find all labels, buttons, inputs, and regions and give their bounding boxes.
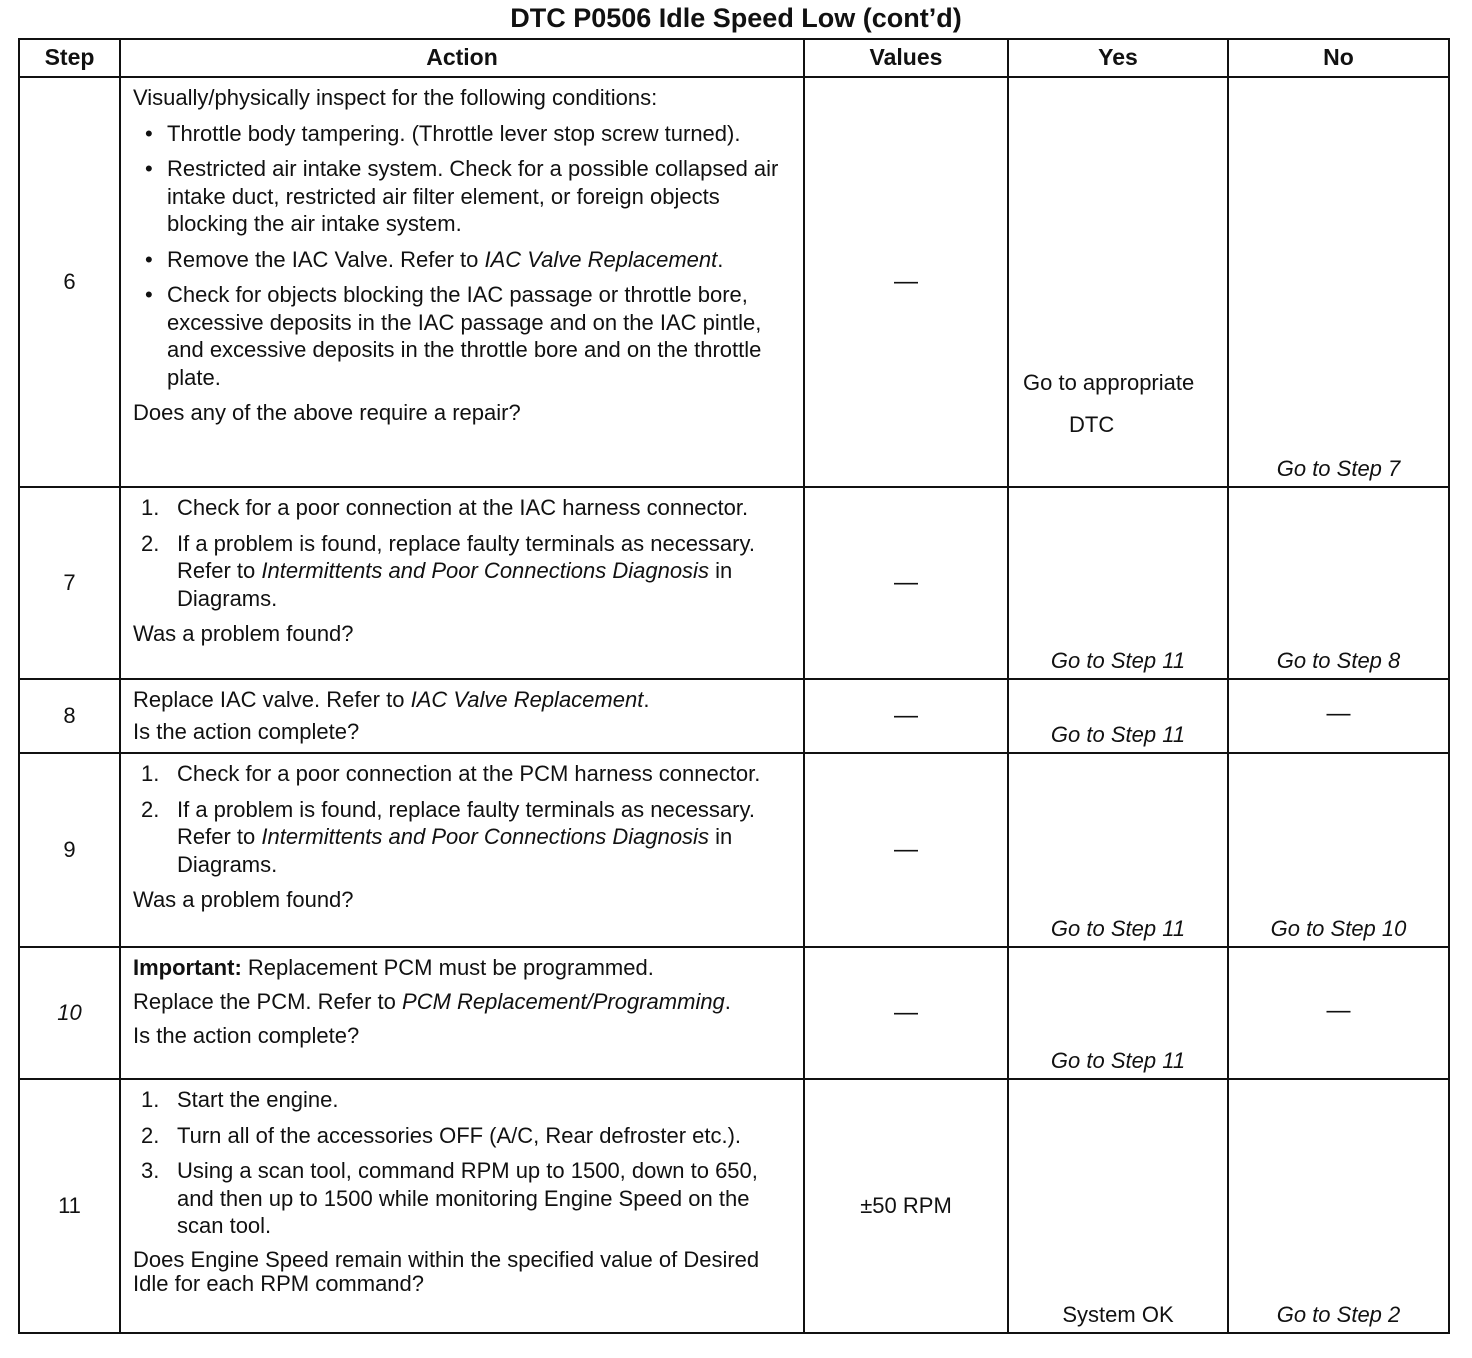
values-cell: — <box>804 487 1008 679</box>
reference-link: IAC Valve Replacement <box>410 687 644 712</box>
yes-action-line1: Go to appropriate <box>1023 370 1195 395</box>
action-question: Is the action complete? <box>133 718 360 744</box>
header-step: Step <box>19 39 120 77</box>
action-cell <box>120 679 804 753</box>
step-number: 8 <box>19 679 120 753</box>
reference-link: IAC Valve Replacement <box>484 246 718 272</box>
bullet-list <box>133 120 795 392</box>
reference-link: Intermittents and Poor Connections Diagnosis <box>261 824 709 849</box>
action-question: Was a problem found? <box>133 887 354 912</box>
action-question: Is the action complete? <box>133 1022 360 1048</box>
values-cell: — <box>804 679 1008 753</box>
yes-cell <box>1008 77 1228 487</box>
numbered-list <box>133 494 795 612</box>
list-item: 1. Start the engine. <box>141 1087 339 1112</box>
action-line: Replace IAC valve. Refer to IAC Valve Replacement. <box>133 687 650 712</box>
table-row-step-11 <box>19 1079 1449 1333</box>
table-row-step-9 <box>19 753 1449 947</box>
yes-cell: Go to Step 11 <box>1008 753 1228 947</box>
action-line: Replace the PCM. Refer to PCM Replacement/Programming. <box>133 988 731 1014</box>
table-row-step-10 <box>19 947 1449 1079</box>
table-row-step-7 <box>19 487 1449 679</box>
step-number: 7 <box>19 487 120 679</box>
values-cell: — <box>804 753 1008 947</box>
list-item: 1. Check for a poor connection at the PCM harness connector. <box>141 761 761 786</box>
list-item: • Check for objects blocking the IAC passage or throttle bore, excessive deposits in the IAC passage and on the IAC pintle, and excessive deposits in the throttle bore and on the throttle plate. <box>145 282 762 390</box>
list-item: • Restricted air intake system. Check for a possible collapsed air intake duct, restricted air filter element, or foreign objects blocking the air intake system. <box>145 156 779 236</box>
reference-link: Intermittents and Poor Connections Diagnosis <box>261 558 709 583</box>
no-cell: — <box>1228 679 1449 753</box>
no-cell: Go to Step 8 <box>1228 487 1449 679</box>
step-number: 10 <box>19 947 120 1079</box>
list-item: 2. Turn all of the accessories OFF (A/C, Rear defroster etc.). <box>141 1122 742 1148</box>
list-item: 3. Using a scan tool, command RPM up to 1500, down to 650, and then up to 1500 while monitoring Engine Speed on the scan tool. <box>141 1158 758 1238</box>
action-cell <box>120 77 804 487</box>
list-item: • Throttle body tampering. (Throttle lever stop screw turned). <box>145 120 741 146</box>
list-item: 2. If a problem is found, replace faulty terminals as necessary. Refer to Intermittents and Poor Connections Diagnosis in Diagrams. <box>141 796 755 877</box>
step-number: 9 <box>19 753 120 947</box>
numbered-list <box>133 1086 795 1240</box>
step-number: 6 <box>19 77 120 487</box>
action-cell <box>120 487 804 679</box>
action-cell <box>120 1079 804 1333</box>
action-question: Does any of the above require a repair? <box>133 400 521 425</box>
action-question: Does Engine Speed remain within the specified value of Desired Idle for each RPM command? <box>133 1246 760 1296</box>
numbered-list <box>133 760 795 878</box>
table-header-row <box>19 39 1449 77</box>
header-action: Action <box>120 39 804 77</box>
list-item: 2. If a problem is found, replace faulty terminals as necessary. Refer to Intermittents and Poor Connections Diagnosis in Diagrams. <box>141 530 755 611</box>
yes-cell: System OK <box>1008 1079 1228 1333</box>
values-cell: — <box>804 947 1008 1079</box>
no-cell: Go to Step 2 <box>1228 1079 1449 1333</box>
header-no: No <box>1228 39 1449 77</box>
reference-link: PCM Replacement/Programming <box>402 988 725 1014</box>
table-row-step-8 <box>19 679 1449 753</box>
no-cell: Go to Step 7 <box>1228 77 1449 487</box>
yes-action-line2: DTC <box>1069 412 1115 437</box>
yes-cell: Go to Step 11 <box>1008 947 1228 1079</box>
diagnostic-table <box>18 38 1450 1334</box>
list-item: • Remove the IAC Valve. Refer to IAC Valve Replacement. <box>145 246 724 272</box>
values-cell: ±50 RPM <box>804 1079 1008 1333</box>
page-title: DTC P0506 Idle Speed Low (cont’d) <box>510 3 962 33</box>
no-cell: — <box>1228 947 1449 1079</box>
header-yes: Yes <box>1008 39 1228 77</box>
step-number: 11 <box>19 1079 120 1333</box>
table-row-step-6 <box>19 77 1449 487</box>
action-intro: Visually/physically inspect for the following conditions: <box>133 85 658 110</box>
values-cell: — <box>804 77 1008 487</box>
action-cell <box>120 947 804 1079</box>
no-cell: Go to Step 10 <box>1228 753 1449 947</box>
important-note: Important: Replacement PCM must be programmed. <box>133 955 654 980</box>
action-question: Was a problem found? <box>133 621 354 646</box>
yes-cell: Go to Step 11 <box>1008 679 1228 753</box>
important-label: Important: <box>133 955 242 980</box>
list-item: 1. Check for a poor connection at the IAC harness connector. <box>141 495 749 520</box>
yes-cell: Go to Step 11 <box>1008 487 1228 679</box>
header-values: Values <box>804 39 1008 77</box>
action-cell <box>120 753 804 947</box>
